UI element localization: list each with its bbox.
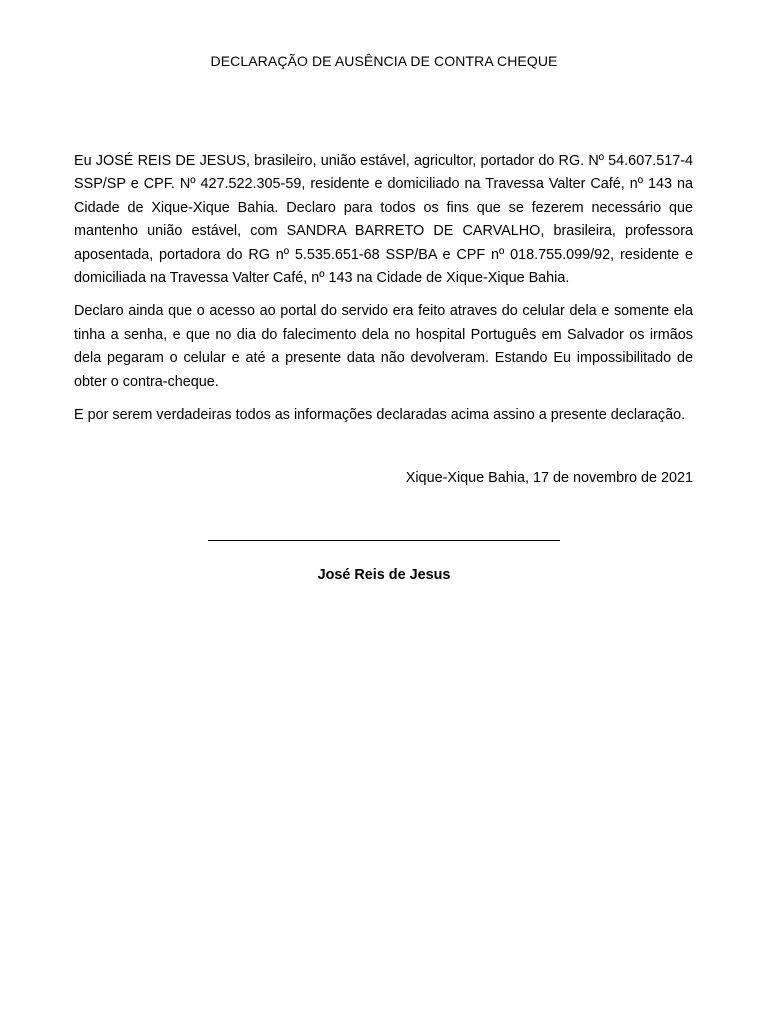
document-body (74, 150, 693, 437)
signature-line (208, 540, 560, 541)
place-date: Xique-Xique Bahia, 17 de novembro de 2021 (405, 470, 693, 486)
paragraph-portal-access: Declaro ainda que o acesso ao portal do servido era feito atraves do celular dela e somente ela tinha a senha, e que no dia do falecimento dela no hospital Português em Salvador os irmãos dela pegaram o celular e até a presente data não devolveram. Estando Eu impossibilitado de obter o contra-cheque. (74, 303, 693, 390)
signature-name: José Reis de Jesus (317, 567, 451, 583)
paragraph-declaration: Eu JOSÉ REIS DE JESUS, brasileiro, união estável, agricultor, portador do RG. Nº 54.607.517-4 SSP/SP e CPF. Nº 427.522.305-59, residente e domiciliado na Travessa Valter Café, nº 143 na Cidade de Xique-Xique Bahia. Declaro para todos os fins que se fezerem necessário que mantenho união estável, com SANDRA BARRETO DE CARVALHO, brasileira, professora aposentada, portadora do RG nº 5.535.651-68 SSP/BA e CPF nº 018.755.099/92, residente e domiciliada na Travessa Valter Café, nº 143 na Cidade de Xique-Xique Bahia. (74, 153, 693, 287)
document-title: DECLARAÇÃO DE AUSÊNCIA DE CONTRA CHEQUE (210, 53, 558, 69)
paragraph-closing: E por serem verdadeiras todos as informações declaradas acima assino a presente declaração. (74, 407, 686, 424)
